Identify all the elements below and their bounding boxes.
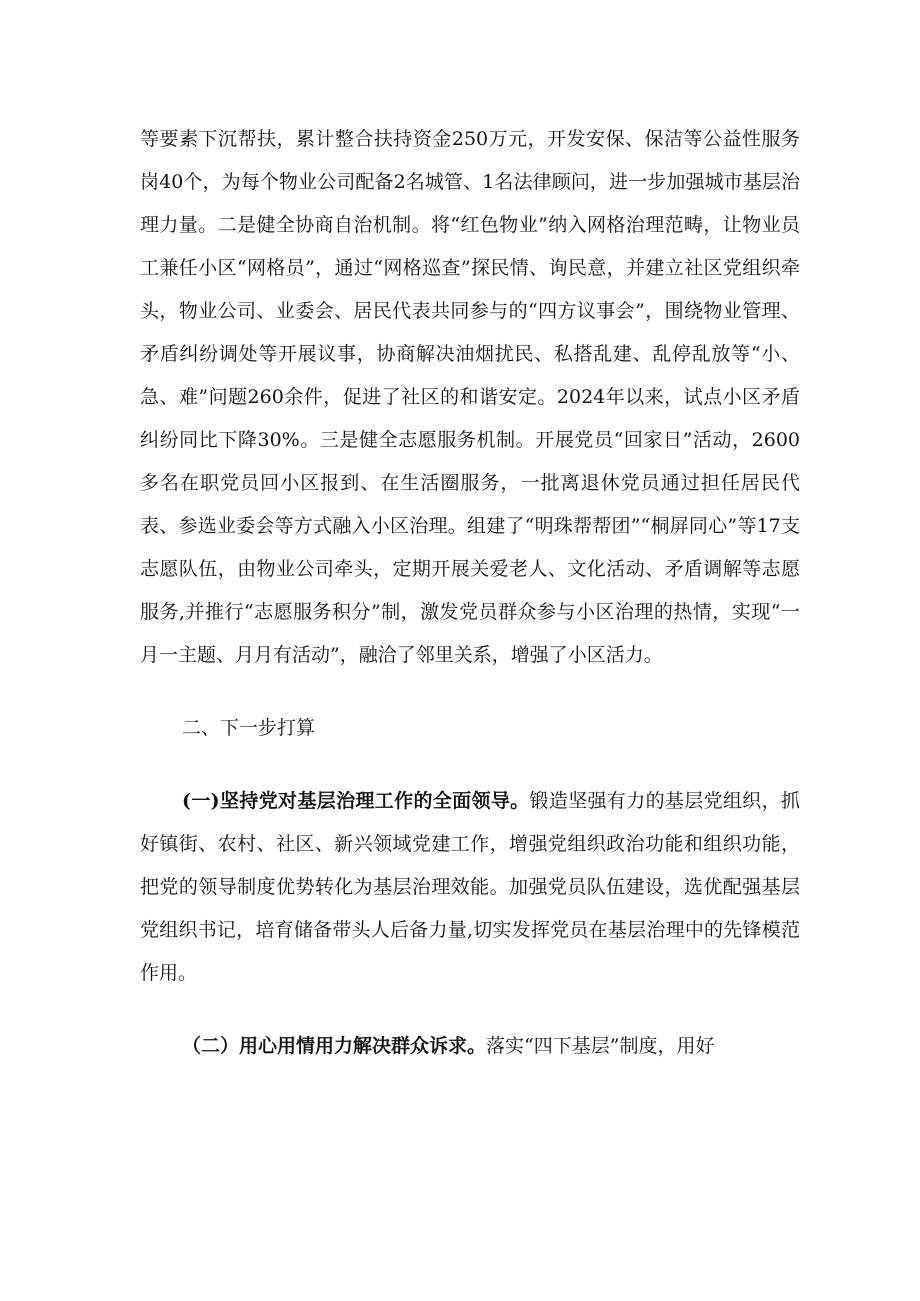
section-heading: 二、下一步打算 [182, 717, 316, 739]
list-item-2 [140, 1025, 800, 1068]
item-1-body: 锻造坚强有力的基层党组织，抓好镇街、农村、社区、新兴领域党建工作，增强党组织政治功能和组织功能，把党的领导制度优势转化为基层治理效能。加强党员队伍建设，选优配强基层党组织书记，培育储备带头人后备力量,切实发挥党员在基层治理中的先锋模范作用。 [140, 790, 800, 984]
document-body [140, 118, 800, 1098]
item-1-lead: (一)坚持党对基层治理工作的全面领导。 [182, 790, 530, 812]
list-item-1 [140, 780, 800, 995]
item-2-body: 落实“四下基层”制度，用好 [486, 1035, 715, 1057]
item-2-lead: （二）用心用情用力解决群众诉求。 [182, 1035, 487, 1057]
body-paragraph: 等要素下沉帮扶，累计整合扶持资金250万元，开发安保、保洁等公益性服务岗40个，为每个物业公司配备2名城管、1名法律顾问，进一步加强城市基层治理力量。二是健全协商自治机制。将“红色物业”纳入网格治理范畴，让物业员工兼任小区“网格员”，通过“网格巡查”探民情、询民意，并建立社区党组织牵头，物业公司、业委会、居民代表共同参与的“四方议事会”，围绕物业管理、矛盾纠纷调处等开展议事，协商解决油烟扰民、私搭乱建、乱停乱放等“小、急、难”问题260余件，促进了社区的和谐安定。2024年以来，试点小区矛盾纠纷同比下降30%。三是健全志愿服务机制。开展党员“回家日”活动，2600多名在职党员回小区报到、在生活圈服务，一批离退休党员通过担任居民代表、参选业委会等方式融入小区治理。组建了“明珠帮帮团”“桐屏同心”等17支志愿队伍，由物业公司牵头，定期开展关爱老人、文化活动、矛盾调解等志愿服务,并推行“志愿服务积分”制，激发党员群众参与小区治理的热情，实现“一月一主题、月月有活动”，融洽了邻里关系，增强了小区活力。 [140, 128, 800, 666]
